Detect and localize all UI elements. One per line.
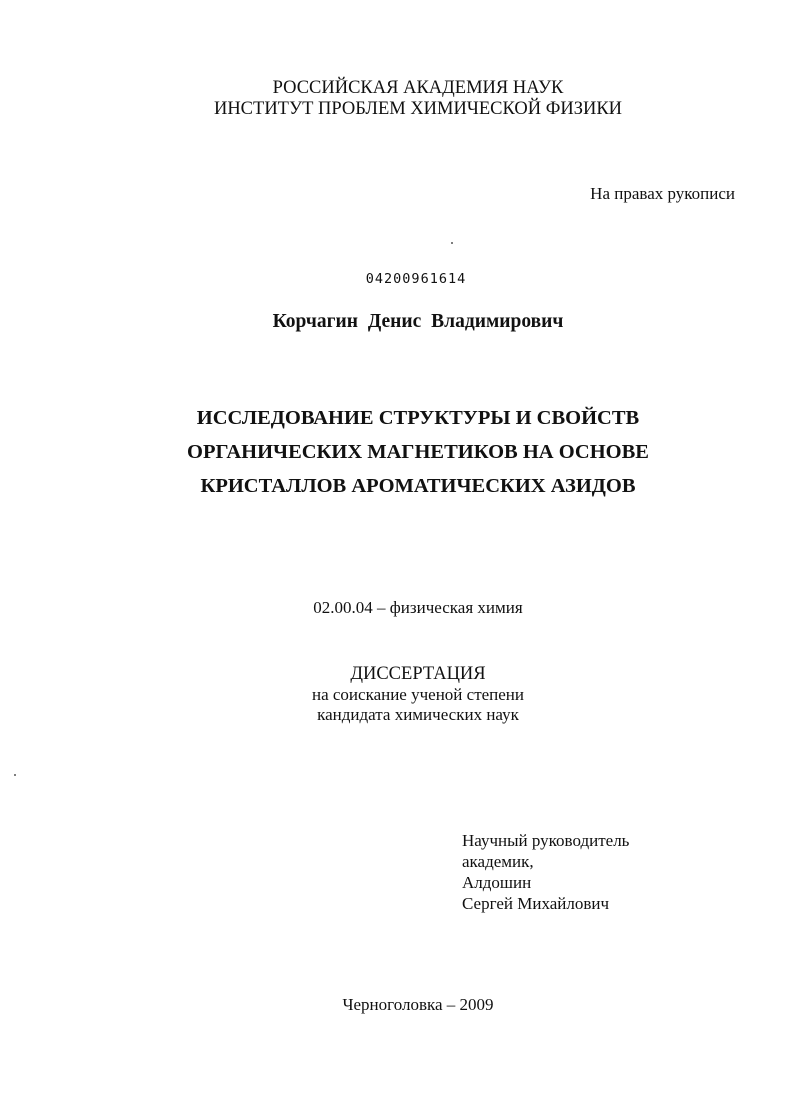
dissertation-label: ДИССЕРТАЦИЯ [350,664,486,684]
supervisor-surname: Алдошин [462,873,532,892]
scan-speck [14,774,16,776]
supervisor-rank: академик, [462,852,534,871]
institution-header [22,78,792,120]
title-line-2: ОРГАНИЧЕСКИХ МАГНЕТИКОВ НА ОСНОВЕ [187,441,649,463]
place-year: Черноголовка – 2009 [342,995,494,1014]
title-line-3: КРИСТАЛЛОВ АРОМАТИЧЕСКИХ АЗИДОВ [200,475,636,497]
degree-line-2: кандидата химических наук [317,705,519,724]
degree-block [22,664,792,725]
catalog-number: 04200961614 [365,271,467,287]
supervisor-name: Сергей Михайлович [462,894,610,913]
manuscript-note: На правах рукописи [590,184,735,203]
institute-name: ИНСТИТУТ ПРОБЛЕМ ХИМИЧЕСКОЙ ФИЗИКИ [213,99,623,119]
dissertation-title [22,401,792,503]
title-line-1: ИССЛЕДОВАНИЕ СТРУКТУРЫ И СВОЙСТВ [196,407,640,429]
supervisor-block [462,830,629,914]
specialty-code: 02.00.04 – физическая химия [313,598,523,617]
degree-line-1: на соискание ученой степени [311,685,525,704]
author-name: Корчагин Денис Владимирович [272,311,564,332]
academy-name: РОССИЙСКАЯ АКАДЕМИЯ НАУК [272,78,564,98]
supervisor-role: Научный руководитель [462,831,630,850]
scan-speck [451,242,453,244]
